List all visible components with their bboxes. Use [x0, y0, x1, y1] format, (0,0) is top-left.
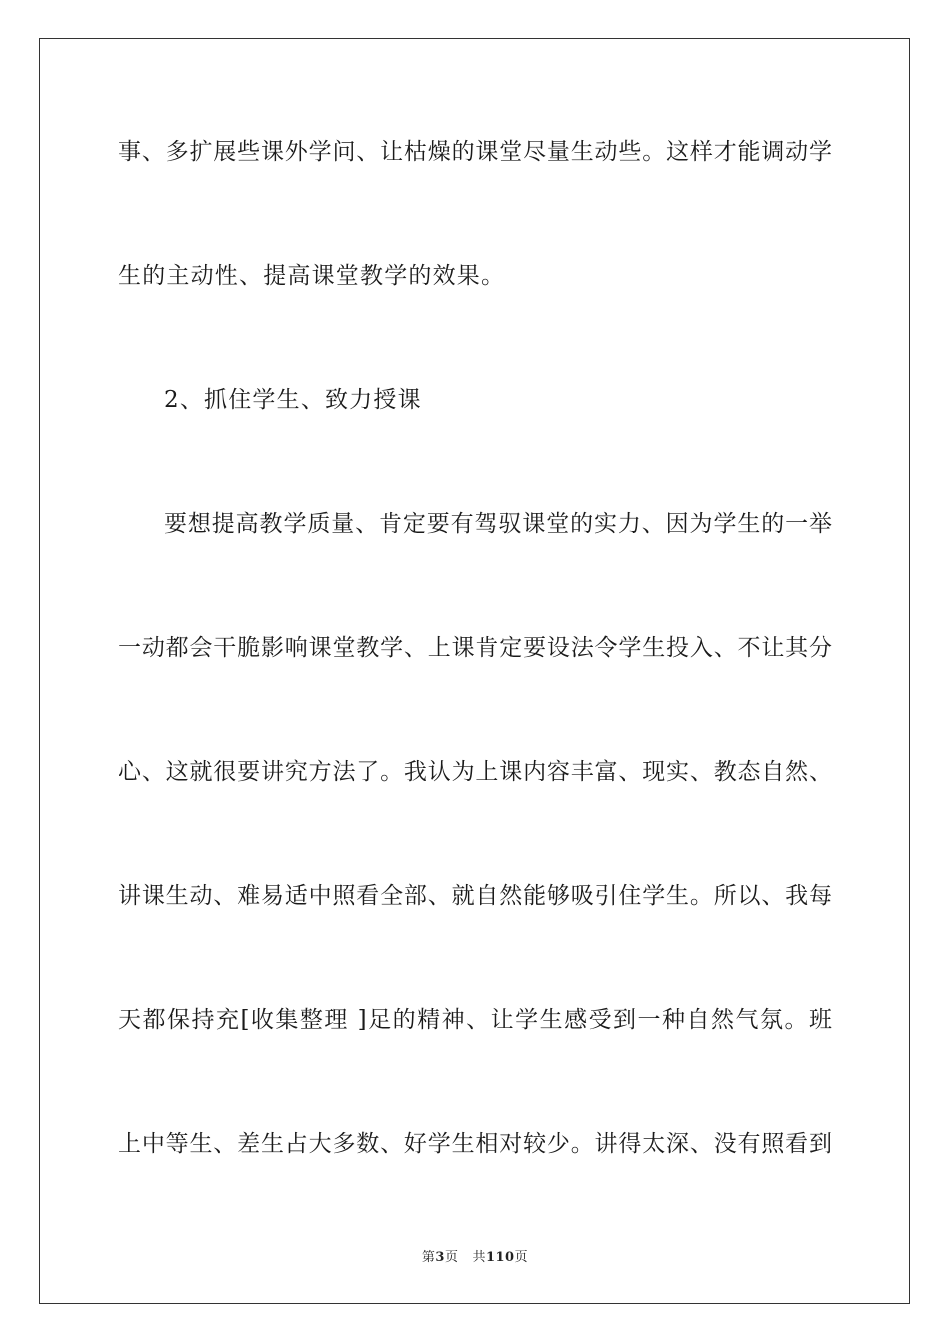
page-frame [39, 38, 910, 1304]
body-text-line: 天都保持充[收集整理 ]足的精神、让学生感受到一种自然气氛。班 [118, 1007, 832, 1033]
page-footer [0, 1246, 950, 1265]
body-text-line: 上中等生、差生占大多数、好学生相对较少。讲得太深、没有照看到 [118, 1131, 832, 1157]
body-text-line: 心、这就很要讲究方法了。我认为上课内容丰富、现实、教态自然、 [118, 759, 832, 785]
total-suffix: 页 [514, 1250, 529, 1265]
page-prefix: 第 [421, 1250, 436, 1265]
body-text-line: 一动都会干脆影响课堂教学、上课肯定要设法令学生投入、不让其分 [118, 635, 832, 661]
body-text-line: 讲课生动、难易适中照看全部、就自然能够吸引住学生。所以、我每 [118, 883, 832, 909]
page-suffix: 页 [444, 1250, 459, 1265]
section-heading: 2、抓住学生、致力授课 [164, 387, 422, 413]
page-number: 3 [435, 1250, 445, 1265]
total-prefix: 共 [472, 1250, 486, 1265]
body-text-line: 事、多扩展些课外学问、让枯燥的课堂尽量生动些。这样才能调动学 [118, 139, 832, 165]
body-text-line: 生的主动性、提高课堂教学的效果。 [118, 263, 506, 289]
total-pages: 110 [485, 1250, 515, 1265]
body-text-line: 要想提高教学质量、肯定要有驾驭课堂的实力、因为学生的一举 [164, 511, 832, 537]
